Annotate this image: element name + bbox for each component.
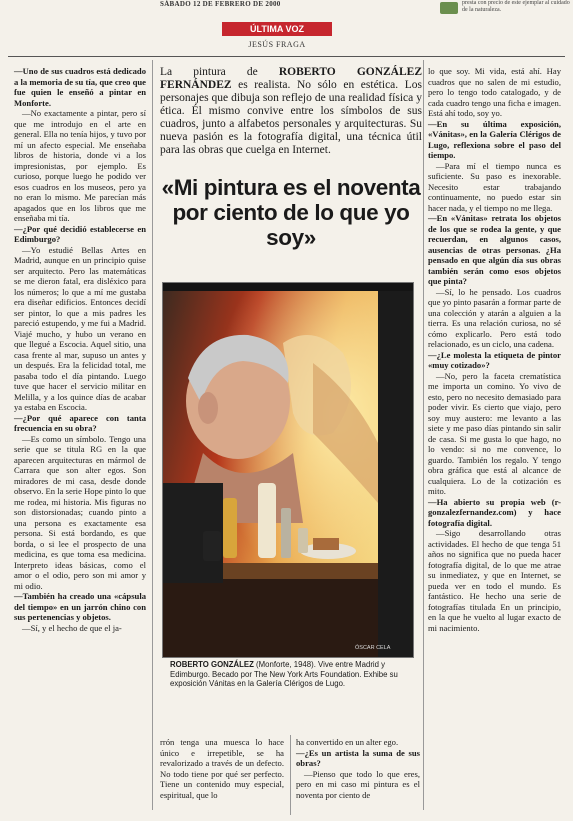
photo-credit: ÓSCAR CELA bbox=[355, 645, 391, 651]
interview-column-4 bbox=[428, 66, 561, 633]
interview-question: —¿Es un artista la suma de sus obras? bbox=[296, 747, 420, 768]
caption-name: ROBERTO GONZÁLEZ bbox=[170, 660, 254, 669]
artist-photo bbox=[162, 282, 414, 658]
interview-question: —También ha creado una «cápsula del tiempo» en un jarrón chino con sus pertenencias y objetos. bbox=[14, 591, 146, 622]
lead-intro: La pintura de bbox=[160, 66, 279, 78]
interview-column-3 bbox=[296, 737, 420, 800]
interview-answer: lo que soy. Mi vida, está ahí. Hay cuadros que no salen de mi estudio, pero lo tengo todo catalogado, y de cada cuadro tengo una ficha e imagen. Está ahí todo, soy yo. bbox=[428, 66, 561, 118]
interview-question: —¿Le molesta la etiqueta de pintor «muy cotizado»? bbox=[428, 349, 561, 370]
interview-answer: —Es como un símbolo. Tengo una serie que se titula RG en la que aparecen arquitecturas en mármol de Carrara que son alter egos. Son miradores de mi casa, desde donde observo. En la serie Hope pinto lo que me rodea, mi historia. Mis figuras no son distorsionadas; cuando pinto a una persona es exactamente esa persona. Si está bordando, es que borda, o si lee el prospecto de una medicina, es que toma esa medicina. Interpreto ideas básicas, como el amor o el odio, pero son mi amor y mi odio. bbox=[14, 433, 146, 591]
interview-question: —¿Por qué decidió establecerse en Edimburgo? bbox=[14, 223, 146, 244]
headline: «Mi pintura es el noventa por ciento de lo que yo soy» bbox=[161, 175, 421, 250]
interview-answer: —Sí, lo he pensado. Los cuadros que yo pinto pasarán a formar parte de una colección y atarán a alguien a la tierra. Es una relación curiosa, no sé cómo explicarlo. Pero está todo relacionado, es un ciclo, una cadena. bbox=[428, 286, 561, 349]
corner-notice bbox=[440, 0, 573, 14]
interview-answer: —Sí, y el hecho de que el ja- bbox=[22, 622, 122, 633]
interview-question: —En su última exposición, «Vánitas», en la Galería Clérigos de Lugo, reflexiona sobre el paso del tiempo. bbox=[428, 118, 561, 160]
lead-artist-name: ROBERTO GONZÁLEZ FERNÁNDEZ bbox=[160, 66, 422, 91]
column-divider bbox=[152, 60, 153, 810]
artist-photo-illustration bbox=[163, 283, 413, 657]
interview-answer: —Sigo desarrollando otras actividades. El hecho de que tenga 51 años no significa que no pueda hacer fotografía digital, de lo que me atrae su inmediatez, y que en Internet, se pueda ver en todo el mundo. Es fantástico. He hecho una serie de fotografías titulada En un principio, en la que he vuelto al lugar exacto de mi nacimiento. bbox=[428, 528, 561, 633]
lead-paragraph bbox=[160, 66, 422, 157]
interview-answer: ha convertido en un alter ego. bbox=[296, 737, 399, 747]
top-divider bbox=[8, 56, 565, 57]
column-divider bbox=[290, 735, 291, 815]
interview-question: —¿Por qué aparece con tanta frecuencia en su obra? bbox=[14, 412, 146, 433]
paragraph: rrón tenga una muesca lo hace único e irrepetible, se ha revalorizado a través de un defecto. No todo tiene por qué ser perfecto. Tiene un contenido muy especial, espiritual, que lo bbox=[160, 737, 284, 800]
interview-column-1 bbox=[14, 66, 146, 633]
interview-answer: —Yo estudié Bellas Artes en Madrid, aunque en un principio quise ser arquitecto. Pero las matemáticas se me dieron fatal, era disléxico para los números; lo que a mí me gustaba era diseñar edificios. Entonces decidí ser pintor, lo que a mis padres les pareció estupendo, y me fui a Madrid. Viajé mucho, y hubo un verano en que llegué a Escocia. Aquel sitio, una casa frente al mar, supuso un antes y un después. Era la felicidad total, me pasaba todo el día pintando. Luego tuve que hacer el servicio militar en Melilla, y a los quince días de acabar ya estaba en Escocia. bbox=[14, 244, 146, 412]
interview-answer: —No exactamente a pintar, pero sí que me introdujo en el arte en general. Ella no tenía hijos, y tuvo por mí un afecto especial. Me enseñaba libros de historia, donde vi a los impresionistas, por ejemplo. Es curioso, porque luego he podido ver esos cuadros en los museos, pero ya no eran lo mismo. Me parecían más apagados que en los libros que me enseñaba mi tía. bbox=[14, 108, 146, 223]
corner-notice-text: presta con precio de este ejemplar al cuidado de la naturaleza. bbox=[462, 0, 570, 13]
section-title: ÚLTIMA VOZ bbox=[222, 22, 332, 36]
interview-question: —Uno de sus cuadros está dedicado a la memoria de su tía, que creo que fue quien le enseñó a pintar en Monforte. bbox=[14, 66, 146, 108]
interview-answer: —Para mí el tiempo nunca es suficiente. Su paso es inexorable. Necesito estar trabajando continuamente, no puedo estar sin hacer nada, y el tiempo no me llega. bbox=[428, 160, 561, 213]
column-divider bbox=[423, 60, 424, 810]
recycle-logo-icon bbox=[440, 2, 458, 14]
photo-caption bbox=[170, 660, 412, 689]
interview-column-2 bbox=[160, 737, 284, 800]
issue-date: SÁBADO 12 DE FEBRERO DE 2000 bbox=[160, 0, 281, 8]
interview-question: —En «Vánitas» retrata los objetos de los que se rodea la gente, y que recuerdan, en algunos casos, ausencias de otras personas. ¿Ha pensado en que algún día sus obras también serán como esos objetos que pinta? bbox=[428, 213, 561, 286]
interview-question: —Ha abierto su propia web (r-gonzalezfernandez.com) y hace fotografía digital. bbox=[428, 496, 561, 528]
interview-answer: —No, pero la faceta crematística me importa un comino. Yo vivo de esto, pero no necesito demasiado para poder vivir. Es cierto que viajo, pero soy muy austero: me levanto a las siete y me paso días pintando sin salir de casa. Si me gusta lo que hago, no lo vendo: si no me convence, lo guardo. También los regalo. Y tengo obra gráfica que está al alcance de cualquiera. Lo de la cotización es mito. bbox=[428, 370, 561, 496]
caption-text: (Monforte, 1948). Vive entre Madrid y Edimburgo. Becado por The New York Arts Foundation. Exhibe su exposición Vánitas en la Galería Clérigos de Lugo. bbox=[170, 660, 398, 689]
lead-body: es realista. No sólo en estética. Los personajes que dibuja son reflejo de una realidad física y ética. Él mismo convive entre los símbolos de sus cuadros, junto a alfabetos personales y arquitecturas. Su nueva pasión es la fotografía digital, una técnica útil para las obras que cuelga en Internet. bbox=[160, 79, 422, 156]
interview-answer: —Pienso que todo lo que eres, pero en mi caso mi pintura es el noventa por ciento de bbox=[296, 768, 420, 800]
author-byline: JESÚS FRAGA bbox=[248, 40, 306, 49]
